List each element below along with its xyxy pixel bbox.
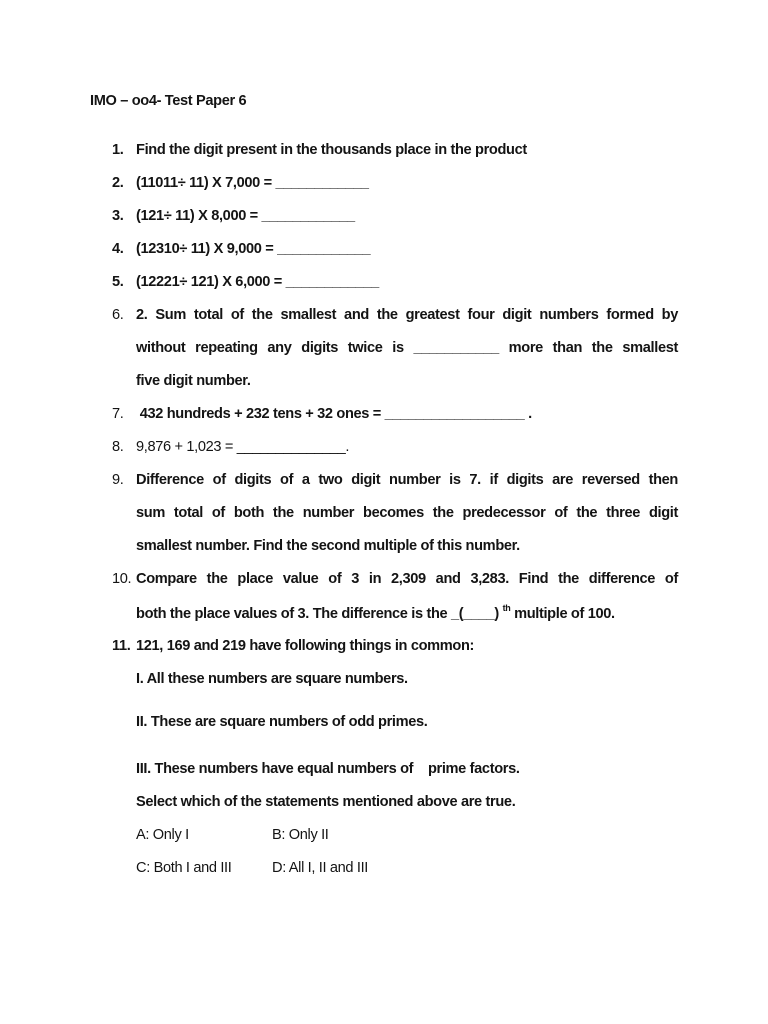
question-text-line: 2. Sum total of the smallest and the greatest four digit numbers formed by [136,307,678,323]
question-text: 121, 169 and 219 have following things in common: [136,638,475,654]
question-number: 3. [112,208,124,224]
question-text-line: without repeating any digits twice is ___________ more than the smallest [136,340,678,356]
question-text-line: smallest number. Find the second multiple of this number. [136,538,520,554]
statement-2: II. These are square numbers of odd primes. [136,714,428,730]
option-c: C: Both I and III [136,860,232,876]
question-text-line: Difference of digits of a two digit number is 7. if digits are reversed then [136,472,678,488]
question-text-part: both the place values of 3. The difference is the _(____) [136,605,503,622]
question-number: 5. [112,274,124,290]
question-text-line: sum total of both the number becomes the predecessor of the three digit [136,505,678,521]
question-text-line: Compare the place value of 3 in 2,309 and 3,283. Find the difference of [136,571,678,587]
question-number: 10. [112,571,132,587]
document-title: IMO – oo4- Test Paper 6 [90,93,247,109]
question-text-line [136,604,615,622]
question-number: 6. [112,307,124,323]
question-text-line: five digit number. [136,373,251,389]
question-number: 8. [112,439,124,455]
question-number: 2. [112,175,124,191]
question-number: 9. [112,472,124,488]
question-number: 1. [112,142,124,158]
question-text: (121÷ 11) X 8,000 = ____________ [136,208,355,224]
option-a: A: Only I [136,827,189,843]
option-d: D: All I, II and III [272,860,369,876]
superscript: th [502,603,511,613]
question-text: 9,876 + 1,023 = ______________. [136,439,350,455]
statement-3: III. These numbers have equal numbers of prime factors. [136,761,520,777]
statement-1: I. All these numbers are square numbers. [136,671,408,687]
option-b: B: Only II [272,827,329,843]
question-text: (12221÷ 121) X 6,000 = ____________ [136,274,379,290]
question-text: (11011÷ 11) X 7,000 = ____________ [136,175,369,191]
question-number: 7. [112,406,124,422]
question-number: 11. [112,638,131,654]
question-text: Find the digit present in the thousands place in the product [136,142,527,158]
question-text: (12310÷ 11) X 9,000 = ____________ [136,241,371,257]
question-number: 4. [112,241,124,257]
instruction-text: Select which of the statements mentioned above are true. [136,794,516,810]
question-text: 432 hundreds + 232 tens + 32 ones = __________________ . [136,406,532,422]
question-text-part: multiple of 100. [510,605,615,622]
